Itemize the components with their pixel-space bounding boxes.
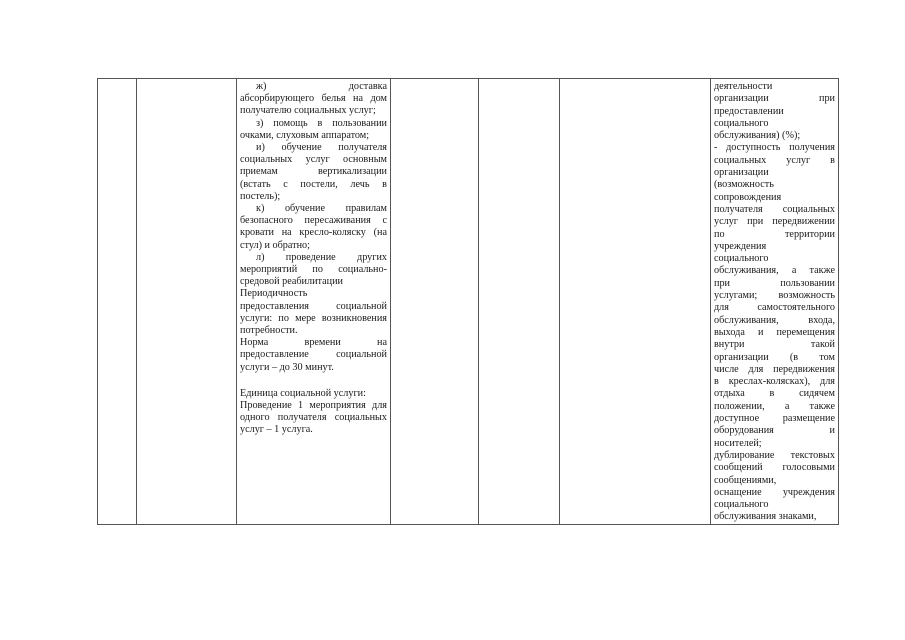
text-line: обслуживания) (%);: [714, 130, 801, 142]
text-line: ж) доставка: [256, 81, 387, 92]
text-line: Периодичность: [240, 288, 308, 300]
column-divider: [390, 79, 391, 524]
text-line: абсорбирующего белья на дом: [240, 93, 387, 105]
text-line: учреждения: [714, 240, 767, 252]
text-line: Проведение 1 мероприятия для: [240, 400, 387, 412]
text-line: носителей;: [714, 437, 762, 449]
text-line: - доступность получения: [714, 142, 835, 154]
text-line: безопасного пересаживания с: [240, 215, 387, 227]
text-line: по территории: [714, 228, 835, 240]
text-line: доступное размещение: [714, 413, 835, 425]
text-line: обслуживания, входа,: [714, 314, 835, 326]
text-line: Единица социальной услуги:: [240, 387, 366, 399]
text-line: числе для передвижения: [714, 363, 835, 375]
text-line: социального: [714, 499, 769, 511]
text-line: получателя социальных: [714, 203, 835, 215]
text-line: для самостоятельного: [714, 302, 835, 314]
text-line: обслуживания, а также: [714, 265, 835, 277]
text-line: сообщений голосовыми: [714, 462, 835, 474]
text-line: л) проведение других: [256, 251, 387, 263]
text-line: обслуживания знаками,: [714, 511, 817, 523]
text-line: сообщениями,: [714, 474, 777, 486]
text-line: оснащение учреждения: [714, 486, 835, 498]
text-line: предоставлении: [714, 105, 784, 117]
text-line: социального: [714, 117, 769, 129]
text-line: социальных услуг в: [714, 154, 835, 166]
services-table: [97, 78, 839, 525]
text-line: средовой реабилитации: [240, 276, 343, 288]
service-description-cell: [237, 81, 390, 437]
text-line: приемам вертикализации: [240, 166, 387, 178]
text-line: организации при: [714, 93, 835, 105]
column-divider: [136, 79, 137, 524]
text-line: услуг – 1 услуга.: [240, 424, 313, 436]
text-line: предоставления социальной: [240, 300, 387, 312]
text-line: отдыха в сидячем: [714, 388, 835, 400]
text-line: положении, а также: [714, 400, 835, 412]
text-line: организации: [714, 167, 769, 179]
text-line: социального: [714, 253, 769, 265]
text-line: з) помощь в пользовании: [256, 117, 387, 129]
text-line: услугами; возможность: [714, 290, 835, 302]
text-line: выхода и перемещения: [714, 326, 835, 338]
text-line: потребности.: [240, 325, 298, 337]
text-line: кровати на кресло-коляску (на: [240, 227, 387, 239]
text-line: социальных услуг основным: [240, 154, 387, 166]
text-line: сопровождения: [714, 191, 782, 203]
text-line: в креслах-колясках), для: [714, 376, 835, 388]
text-line: услуг при передвижении: [714, 216, 835, 228]
text-line: очками, слуховым аппаратом;: [240, 129, 370, 141]
text-line: при пользовании: [714, 277, 835, 289]
column-divider: [478, 79, 479, 524]
text-line: организации (в том: [714, 351, 835, 363]
text-line: внутри такой: [714, 339, 835, 351]
text-line: получателю социальных услуг;: [240, 105, 376, 117]
text-line: (встать с постели, лечь в: [240, 178, 387, 190]
text-line: к) обучение правилам: [256, 203, 387, 215]
text-line: предоставление социальной: [240, 349, 387, 361]
text-line: оборудования и: [714, 425, 835, 437]
text-line: (возможность: [714, 179, 774, 191]
text-line: Норма времени на: [240, 337, 387, 349]
text-line: услуги: по мере возникновения: [240, 312, 387, 324]
text-line: постель);: [240, 190, 281, 202]
text-line: услуги – до 30 минут.: [240, 361, 334, 373]
text-line: стул) и обратно;: [240, 239, 310, 251]
column-divider: [559, 79, 560, 524]
text-line: и) обучение получателя: [256, 142, 387, 154]
quality-indicators-cell: [711, 81, 838, 524]
text-line: дублирование текстовых: [714, 449, 835, 461]
text-line: одного получателя социальных: [240, 412, 387, 424]
text-line: деятельности: [714, 81, 773, 92]
text-line: мероприятий по социально-: [240, 264, 387, 276]
